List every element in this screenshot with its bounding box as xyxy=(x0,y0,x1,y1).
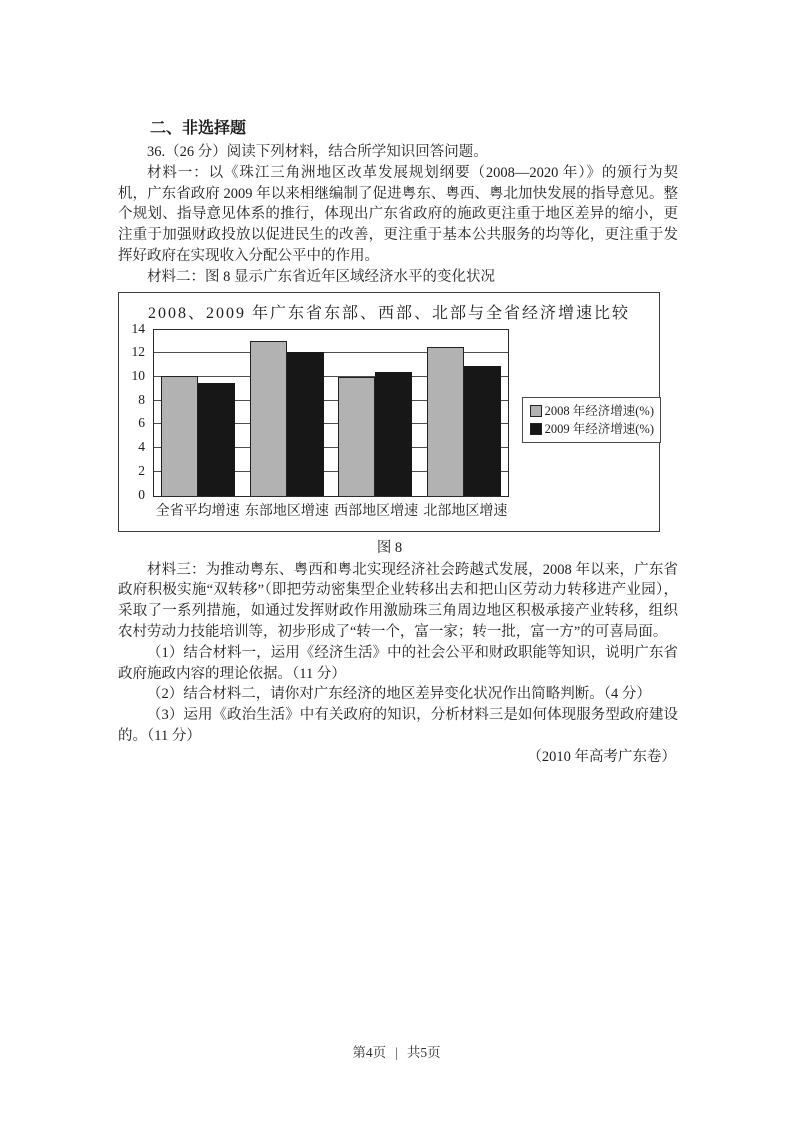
legend-entry-1 xyxy=(530,402,654,420)
bar-series1-cat1 xyxy=(161,376,198,496)
bar-group-3 xyxy=(331,330,420,496)
x-axis-label-2: 东部地区增速 xyxy=(244,503,329,519)
bar-series2-cat1 xyxy=(198,383,235,496)
footer-total-pages: 共5页 xyxy=(406,1045,441,1060)
bar-groups xyxy=(154,330,508,496)
legend-label-2: 2009 年经济增速(%) xyxy=(544,421,654,436)
legend-swatch-2 xyxy=(530,423,542,435)
x-axis-label-1: 全省平均增速 xyxy=(155,503,240,519)
bar-chart xyxy=(118,292,660,532)
bar-series2-cat3 xyxy=(375,372,412,495)
chart-title: 2008、2009 年广东省东部、西部、北部与全省经济增速比较 xyxy=(147,304,630,322)
legend-swatch-1 xyxy=(530,405,542,417)
bar-series2-cat4 xyxy=(464,366,501,495)
y-axis-tick-6: 6 xyxy=(138,415,145,431)
legend-label-1: 2008 年经济增速(%) xyxy=(544,403,654,418)
page-content xyxy=(118,118,678,768)
y-axis-tick-10: 10 xyxy=(131,368,145,384)
question-3: （3）运用《政治生活》中有关政府的知识，分析材料三是如何体现服务型政府建设的。（11 分） xyxy=(118,707,678,744)
y-axis-tick-0: 0 xyxy=(138,486,145,502)
material2-intro: 材料二：图 8 显示广东省近年区域经济水平的变化状况 xyxy=(147,268,495,285)
bar-group-1 xyxy=(154,330,243,496)
bar-group-4 xyxy=(420,330,509,496)
figure-8 xyxy=(118,292,661,558)
bar-series1-cat4 xyxy=(427,347,464,495)
chart-legend xyxy=(522,397,661,443)
y-axis xyxy=(119,320,147,502)
question-intro: 36.（26 分）阅读下列材料，结合所学知识回答问题。 xyxy=(147,144,488,160)
y-axis-tick-14: 14 xyxy=(131,320,145,336)
bar-group-2 xyxy=(243,330,332,496)
footer-page-number: 第4页 xyxy=(352,1045,387,1060)
footer-separator: | xyxy=(395,1045,398,1060)
y-axis-tick-4: 4 xyxy=(138,439,145,455)
x-axis-label-3: 西部地区增速 xyxy=(334,503,419,519)
x-axis-labels xyxy=(153,503,510,521)
material3-paragraph: 材料三：为推动粤东、粤西和粤北实现经济社会跨越式发展，2008 年以来，广东省政府积极实施“双转移”（即把劳动密集型企业转移出去和把山区劳动力转移进产业园），采取了一系列措施，如通过发挥财政作用激励珠三角周边地区积极承接产业转移，组织农村劳动力技能培训等，初步形成了“转一个，富一家；转一批，富一方”的可喜局面。 xyxy=(118,561,678,640)
y-axis-tick-12: 12 xyxy=(131,344,145,360)
y-axis-tick-8: 8 xyxy=(138,391,145,407)
legend-entry-2 xyxy=(530,420,654,438)
exam-source: （2010 年高考广东卷） xyxy=(527,748,676,765)
question-1: （1）结合材料一，运用《经济生活》中的社会公平和财政职能等知识，说明广东省政府施政内容的理论依据。（11 分） xyxy=(118,644,678,682)
y-axis-tick-2: 2 xyxy=(138,462,145,478)
material1-paragraph: 材料一：以《珠江三角洲地区改革发展规划纲要（2008—2020 年）》的颁行为契机，广东省政府 2009 年以来相继编制了促进粤东、粤西、粤北加快发展的指导意见。整个规划、指导意见体系的推行，体现出广东省政府的施政更注重于地区差异的缩小，更注重于加强财政投放以促进民生的改善，更注重于基本公共服务的均等化，更注重于发挥好政府在实现收入分配公平中的作用。 xyxy=(118,164,678,264)
x-axis-label-4: 北部地区增速 xyxy=(423,503,508,519)
bar-series1-cat2 xyxy=(250,341,287,495)
bar-series1-cat3 xyxy=(338,377,375,496)
page-footer xyxy=(0,1044,793,1062)
question-2: （2）结合材料二，请你对广东经济的地区差异变化状况作出简略判断。（4 分） xyxy=(147,686,651,703)
bar-series2-cat2 xyxy=(287,352,324,495)
figure-caption: 图 8 xyxy=(376,539,403,556)
section-heading: 二、非选择题 xyxy=(150,120,247,137)
chart-plot-area xyxy=(153,329,509,497)
